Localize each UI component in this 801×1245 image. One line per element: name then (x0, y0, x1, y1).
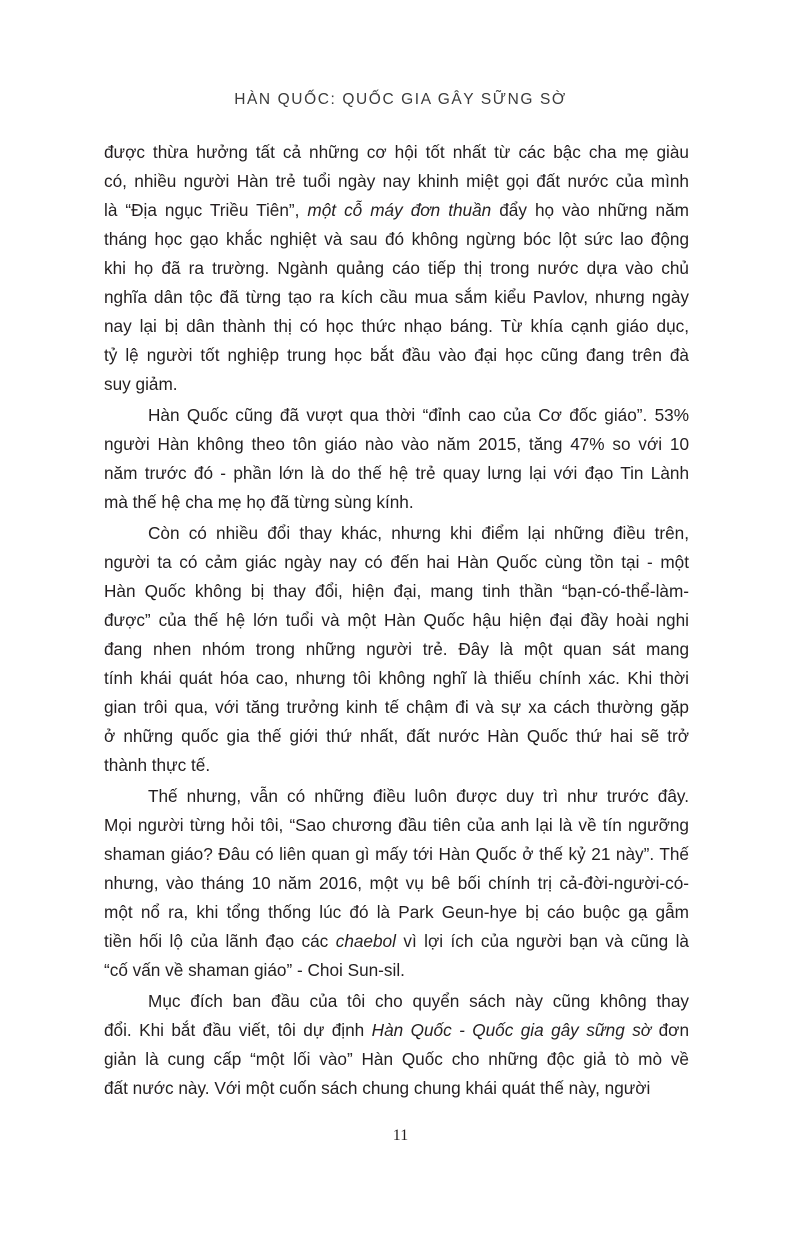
italic-text: chaebol (335, 931, 396, 951)
text-segment: đẩy họ vào những năm (491, 200, 689, 220)
text-line: tỷ lệ người tốt nghiệp trung học bắt đầu vào đại học cũng đang trên đà (104, 345, 689, 365)
text-segment: vì lợi ích của người bạn và cũng là (395, 931, 689, 951)
text-line: có, nhiều người Hàn trẻ tuổi ngày nay khinh miệt gọi đất nước của mình (104, 171, 689, 191)
text-line: giản là cung cấp “một lối vào” Hàn Quốc cho những độc giả tò mò về (104, 1049, 689, 1069)
text-line (104, 196, 689, 225)
text-line: ở những quốc gia thế giới thứ nhất, đất nước Hàn Quốc thứ hai sẽ trở (104, 726, 689, 746)
text-line: shaman giáo? Đâu có liên quan gì mấy tới Hàn Quốc ở thế kỷ 21 này”. Thế (104, 844, 689, 864)
text-line: tính khái quát hóa cao, nhưng tôi không nghĩ là thiếu chính xác. Khi thời (104, 668, 689, 688)
running-header: HÀN QUỐC: QUỐC GIA GÂY SỮNG SỜ (234, 91, 567, 108)
text-line: được thừa hưởng tất cả những cơ hội tốt nhất từ các bậc cha mẹ giàu (104, 142, 689, 162)
text-line: thành thực tế. (104, 755, 211, 775)
paragraph (104, 401, 689, 517)
text-line: Thế nhưng, vẫn có những điều luôn được duy trì như trước đây. (148, 786, 689, 806)
paragraph (104, 519, 689, 780)
text-line: Hàn Quốc cũng đã vượt qua thời “đỉnh cao của Cơ đốc giáo”. 53% (148, 405, 689, 425)
text-line: năm trước đó - phần lớn là do thế hệ trẻ quay lưng lại với đạo Tin Lành (104, 463, 689, 483)
text-line: suy giảm. (104, 374, 178, 394)
text-line (104, 927, 689, 956)
text-line: “cố vấn về shaman giáo” - Choi Sun-sil. (104, 960, 405, 980)
text-line (104, 1016, 689, 1045)
text-segment: đổi. Khi bắt đầu viết, tôi dự định (104, 1020, 372, 1040)
text-line: Còn có nhiều đổi thay khác, nhưng khi điểm lại những điều trên, (148, 523, 689, 543)
text-line: khi họ đã ra trường. Ngành quảng cáo tiếp thị trong nước dựa vào chủ (104, 258, 689, 278)
text-line: Mục đích ban đầu của tôi cho quyển sách này cũng không thay (148, 991, 689, 1011)
page-number: 11 (392, 1127, 409, 1144)
text-segment: là “Địa ngục Triều Tiên”, (104, 200, 308, 220)
text-line: nay lại bị dân thành thị có học thức nhạo báng. Từ khía cạnh giáo dục, (104, 316, 689, 336)
italic-text: Hàn Quốc - Quốc gia gây sững sờ (371, 1020, 652, 1040)
text-line: một nổ ra, khi tổng thống lúc đó là Park Geun-hye bị cáo buộc gạ gẫm (104, 902, 689, 922)
text-line: đất nước này. Với một cuốn sách chung chung khái quát thế này, người (104, 1078, 651, 1098)
text-line: người Hàn không theo tôn giáo nào vào năm 2015, tăng 47% so với 10 (104, 434, 689, 454)
text-line: gian trôi qua, với tăng trưởng kinh tế chậm đi và sự xa cách thường gặp (104, 697, 689, 717)
text-segment: tiền hối lộ của lãnh đạo các (104, 931, 336, 951)
text-line: được” của thế hệ lớn tuổi và một Hàn Quốc hậu hiện đại đầy hoài nghi (104, 610, 689, 630)
text-segment: đơn (651, 1020, 690, 1040)
italic-text: một cỗ máy đơn thuần (307, 200, 492, 220)
text-line: Mọi người từng hỏi tôi, “Sao chương đầu tiên của anh lại là về tín ngưỡng (104, 815, 689, 835)
text-line: Hàn Quốc không bị thay đổi, hiện đại, mang tinh thần “bạn-có-thể-làm- (104, 581, 689, 601)
paragraph (104, 782, 689, 985)
paragraph (104, 987, 689, 1103)
paragraph (104, 138, 689, 399)
text-line: tháng học gạo khắc nghiệt và sau đó không ngừng bóc lột sức lao động (104, 229, 689, 249)
text-line: đang nhen nhóm trong những người trẻ. Đây là một quan sát mang (104, 639, 689, 659)
text-line: người ta có cảm giác ngày nay có đến hai Hàn Quốc cùng tồn tại - một (104, 552, 689, 572)
text-line: nghĩa dân tộc đã từng tạo ra kích cầu mua sắm kiểu Pavlov, nhưng ngày (104, 287, 689, 307)
body-text (104, 138, 689, 1105)
text-line: mà thế hệ cha mẹ họ đã từng sùng kính. (104, 492, 414, 512)
text-line: nhưng, vào tháng 10 năm 2016, một vụ bê bối chính trị cả-đời-người-có- (104, 873, 689, 893)
